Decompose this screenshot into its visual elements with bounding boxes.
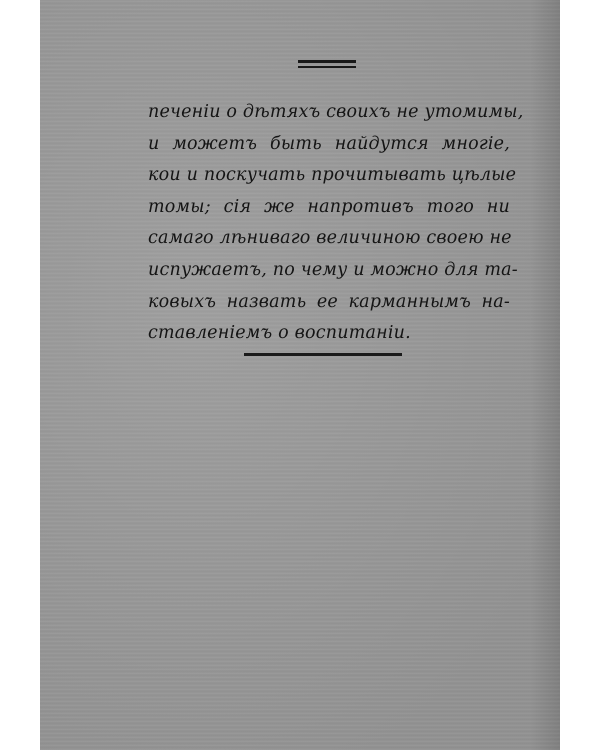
page-edge-shadow (530, 0, 560, 750)
text-line: печеніи о дѣтяхъ своихъ не утомимы, (148, 102, 524, 122)
text-line: испужаетъ, по чему и можно для та- (148, 259, 518, 280)
closing-rule (244, 353, 402, 356)
text-line: и можетъ быть найдутся многіе, (148, 133, 510, 154)
double-rule-ornament (298, 60, 356, 69)
body-text (148, 97, 524, 350)
rule-thin-line (298, 66, 356, 68)
text-line: кои и поскучать прочитывать цѣлые (148, 165, 517, 186)
rule-thick-line (298, 60, 356, 63)
text-line: ковыхъ назвать ее карманнымъ на- (148, 291, 510, 312)
text-line: томы; сія же напротивъ того ни (148, 196, 510, 217)
text-line: ставленіемъ о воспитаніи. (148, 323, 411, 344)
text-line: самаго лѣниваго величиною своею не (148, 228, 512, 249)
